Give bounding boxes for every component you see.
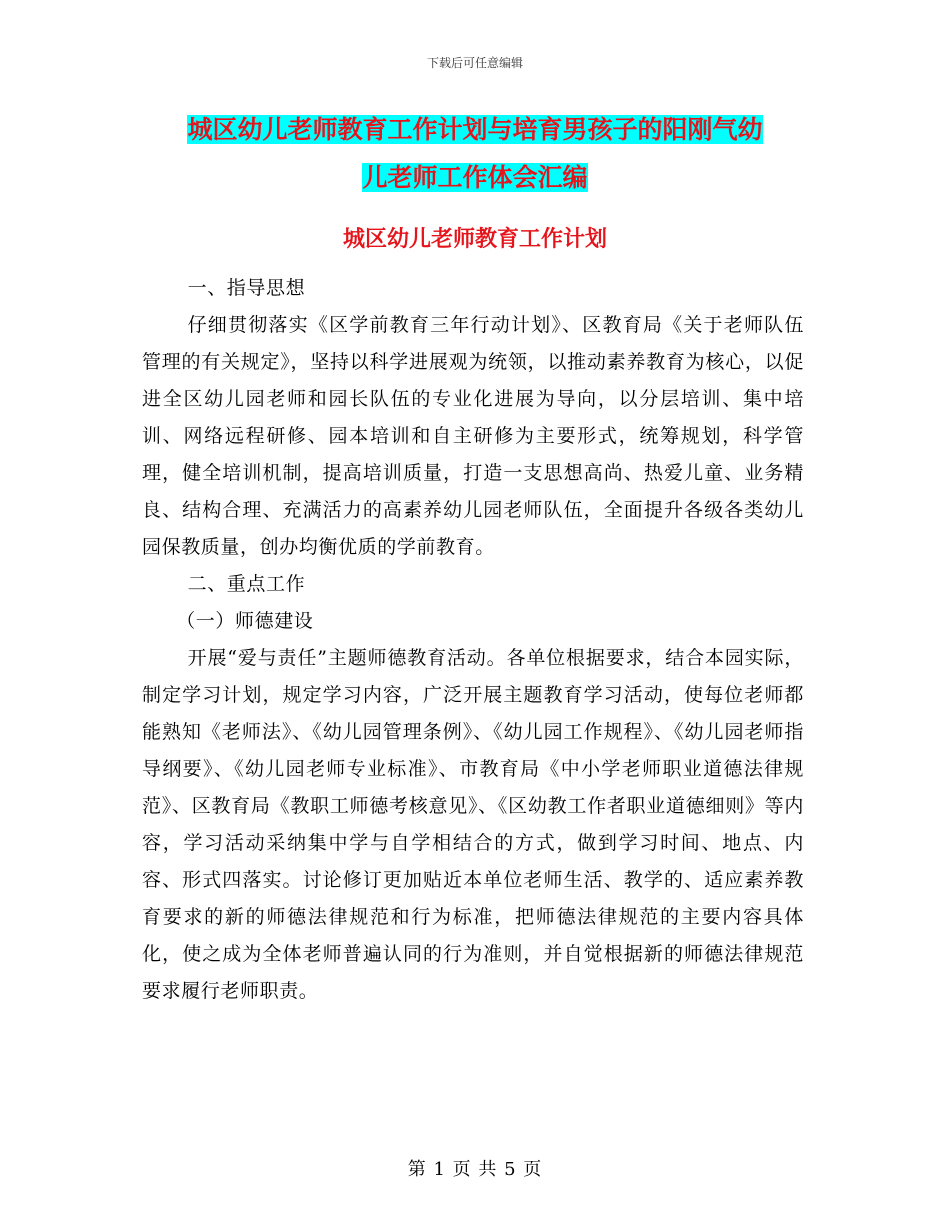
document-title <box>150 106 800 202</box>
body-text <box>142 270 804 1010</box>
heading-key-work: 二、重点工作 <box>187 573 306 595</box>
header-note: 下载后可任意编辑 <box>426 56 523 70</box>
paragraph-guiding-ideology: 仔细贯彻落实《区学前教育三年行动计划》、区教育局《关于老师队伍管理的有关规定》，坚持以科学进展观为统领，以推动素养教育为核心，以促进全区幼儿园老师和园长队伍的专业化进展为导向，以分层培训、集中培训、网络远程研修、园本培训和自主研修为主要形式，统筹规划，科学管理，健全培训机制，提高培训质量，打造一支思想高尚、热爱儿童、业务精良、结构合理、充满活力的高素养幼儿园老师队伍，全面提升各级各类幼儿园保教质量，创办均衡优质的学前教育。 <box>142 314 804 558</box>
title-line-2: 儿老师工作体会汇编 <box>362 163 588 192</box>
heading-guiding-ideology: 一、指导思想 <box>187 277 306 299</box>
page-number: 第 1 页 共 5 页 <box>407 1159 543 1180</box>
section-title: 城区幼儿老师教育工作计划 <box>342 226 607 252</box>
paragraph-ethics-building: 开展“爱与责任”主题师德教育活动。各单位根据要求，结合本园实际，制定学习计划，规定学习内容，广泛开展主题教育学习活动，使每位老师都能熟知《老师法》、《幼儿园管理条例》、《幼儿园工作规程》、《幼儿园老师指导纲要》、《幼儿园老师专业标准》、市教育局《中小学老师职业道德法律规范》、区教育局《教职工师德考核意见》、《区幼教工作者职业道德细则》等内容，学习活动采纳集中学与自学相结合的方式，做到学习时间、地点、内容、形式四落实。讨论修订更加贴近本单位老师生活、教学的、适应素养教育要求的新的师德法律规范和行为标准，把师德法律规范的主要内容具体化，使之成为全体老师普遍认同的行为准则，并自觉根据新的师德法律规范要求履行老师职责。 <box>142 647 804 1002</box>
title-line-1: 城区幼儿老师教育工作计划与培育男孩子的阳刚气幼 <box>187 115 763 144</box>
subheading-ethics-building: （一）师德建设 <box>176 610 314 632</box>
